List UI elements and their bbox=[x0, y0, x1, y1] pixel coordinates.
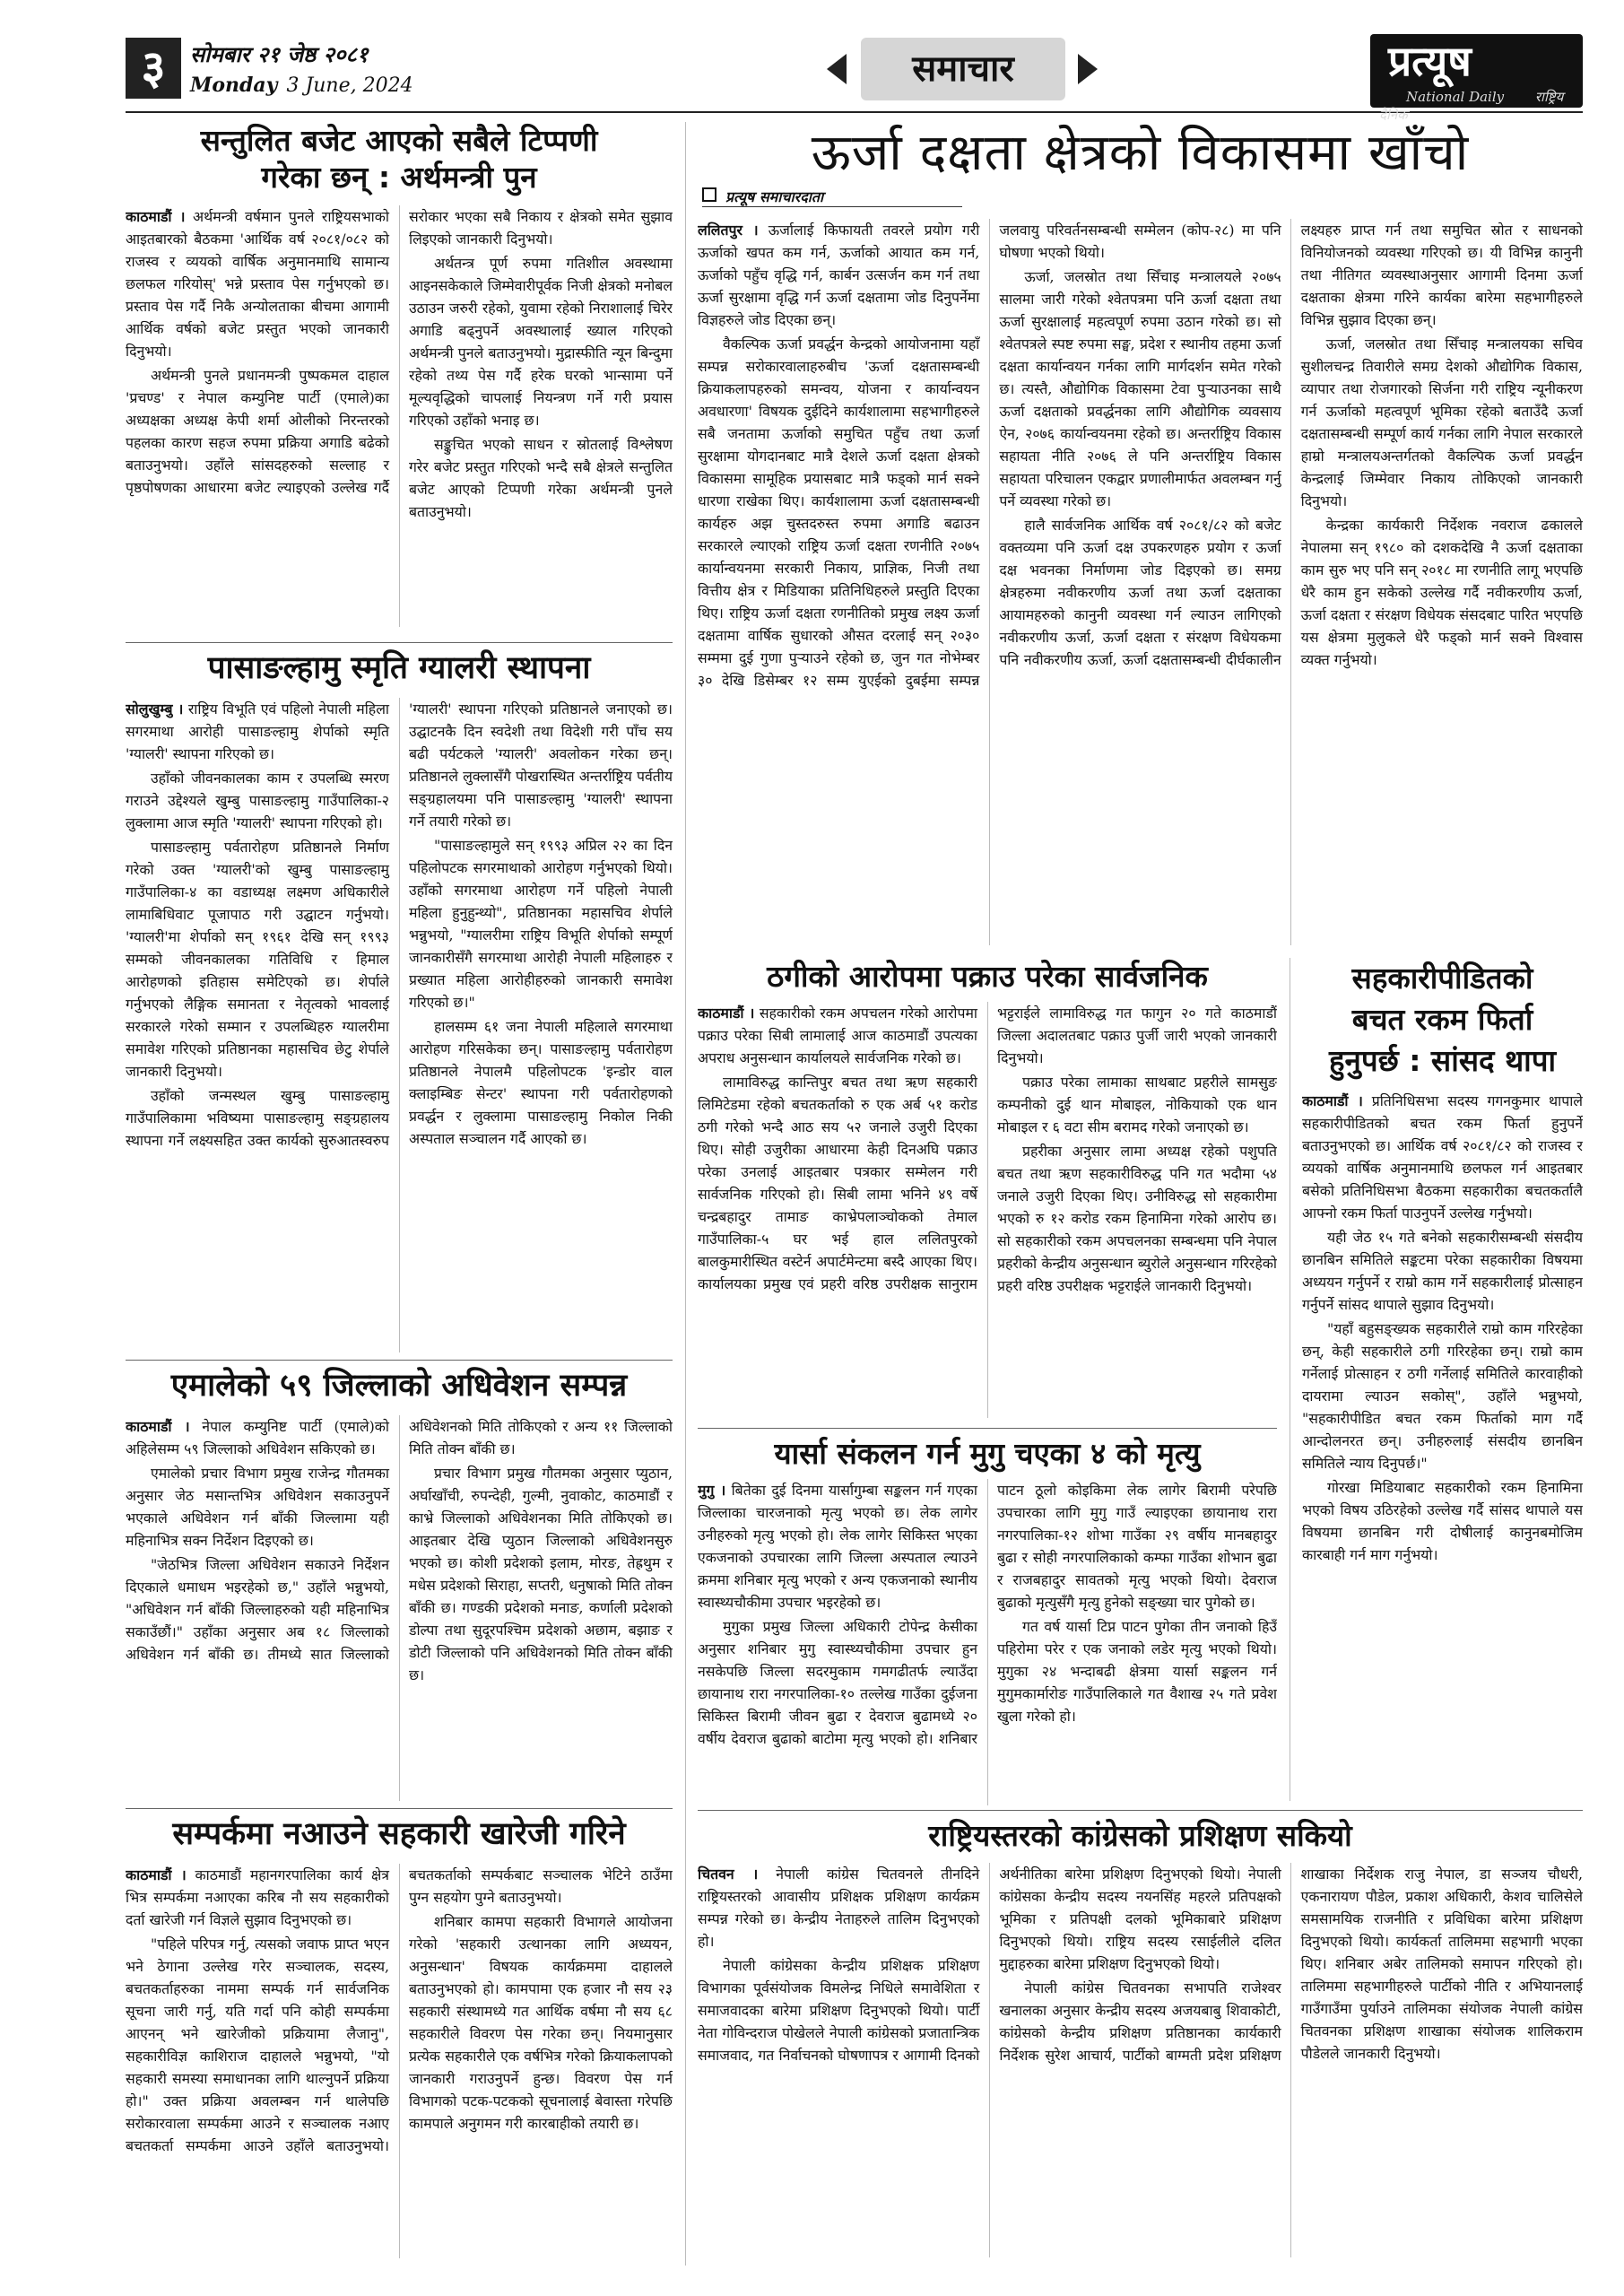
dateline: सोलुखुम्बु । bbox=[126, 700, 184, 718]
paragraph bbox=[698, 1479, 977, 1613]
headline-congress: राष्ट्रियस्तरको कांग्रेसको प्रशिक्षण सकियो bbox=[928, 1818, 1352, 1853]
logo-tagline bbox=[1379, 88, 1576, 124]
day-english: Monday bbox=[190, 74, 278, 97]
dateline: काठमाडौं । bbox=[1302, 1091, 1363, 1109]
paragraph: सङ्कुचित भएको साधन र स्रोतलाई विश्लेषण गरेर बजेट प्रस्तुत गरिएको भन्दै सबै क्षेत्रले सन्तुलित बजेट आएको टिप्पणी गरेका अर्थमन्त्री पुनले बताउनुभयो। bbox=[409, 435, 673, 520]
paragraph: हालै सार्वजनिक आर्थिक वर्ष २०८१/८२ को बजेट वक्तव्यमा पनि ऊर्जा दक्ष उपकरणहरु प्रयोग र ऊर्जा दक्ष भवनका निर्माणमा जोड दिइएको छ। समग्र क्षेत्रहरुमा नवीकरणीय ऊर्जा तथा ऊर्जा दक्षताका आयामहरुको कानुनी व्यवस्था गर्न ल्याउन लागिएको नवीकरणीय ऊर्जा, ऊर्जा दक्षता र संरक्षण विधेयकमा पनि नवीकरणीय ऊर्जा, ऊर्जा दक्षतासम्बन्धी दीर्घकालीन लक्ष्यहरु प्राप्त गर्न तथा समुचित स्रोत र साधनको विनियोजनको व्यवस्था गरिएको छ। यी विभिन्न कानुनी तथा नीतिगत व्यवस्थाअनुसार आगामी दिनमा ऊर्जा दक्षताका क्षेत्रमा गरिने कार्यका बारेमा सहभागीहरुले विभिन्न सुझाव दिएका छन्। bbox=[999, 222, 1583, 668]
dateline: ललितपुर । bbox=[698, 222, 759, 239]
dateline: काठमाडौं । bbox=[126, 1866, 187, 1883]
date-nepali: सोमबार २१ जेष्ठ २०८१ bbox=[190, 41, 369, 67]
byline-square-icon bbox=[702, 187, 716, 202]
paragraph bbox=[698, 219, 979, 331]
article-energy bbox=[698, 122, 1583, 951]
divider bbox=[126, 1808, 673, 1809]
paragraph: उहाँको जीवनकालका काम र उपलब्धि स्मरण गराउने उद्देश्यले खुम्बु पासाङल्हामु गाउँपालिका-२ लुक्लामा आज स्मृति 'ग्यालरी' स्थापना गरिएको हो। bbox=[126, 769, 389, 831]
headline-savings-line2: बचत रकम फिर्ता bbox=[1351, 1002, 1533, 1038]
paragraph-text: राष्ट्रिय विभूति एवं पहिलो नेपाली महिला सगरमाथा आरोही पासाङल्हामु शेर्पाको स्मृति 'ग्यालरी' स्थापना गरिएको छ। bbox=[126, 700, 389, 762]
paragraph: उहाँको जन्मस्थल खुम्बु पासाङल्हामु गाउँपालिकामा भविष्यमा पासाङल्हामु सङ्ग्रहालय स्थापना गर्ने लक्ष्यसहित उक्त कार्यको सुरुआतस्वरुप 'ग्यालरी' स्थापना गरिएको प्रतिष्ठानले जनाएको छ। उद्घाटनकै दिन स्वदेशी तथा विदेशी गरी पाँच सय बढी पर्यटकले 'ग्यालरी' अवलोकन गरेका छन्। प्रतिष्ठानले लुक्लासँगै पोखरास्थित अन्तर्राष्ट्रिय पर्वतीय सङ्ग्रहालयमा पनि पासाङल्हामु 'ग्यालरी' स्थापना गर्ने तयारी गरेको छ। bbox=[126, 700, 673, 1149]
headline-savings bbox=[1302, 958, 1583, 1083]
paragraph: गत वर्ष यार्सा टिप्न पाटन पुगेका तीन जनाको हिउँ पहिरोमा परेर र एक जनाको लडेर मृत्यु भएको थियो। मुगुका २४ भन्दाबढी क्षेत्रमा यार्सा सङ्कलन गर्न मुगुमकार्मारोङ गाउँपालिकाले गत वैशाख २५ गते प्रवेश खुला गरेको हो। bbox=[997, 1618, 1277, 1726]
paragraph-text: नेपाली कांग्रेस चितवनले तीनदिने राष्ट्रियस्तरको आवासीय प्रशिक्षक प्रशिक्षण कार्यक्रम सम्पन्न गरेको छ। केन्द्रीय नेताहरुले तालिम दिनुभएको हो। bbox=[698, 1866, 980, 1951]
headline-gallery: पासाङल्हामु स्मृति ग्यालरी स्थापना bbox=[207, 650, 591, 686]
paragraph: ऊर्जा, जलस्रोत तथा सिँचाइ मन्त्रालयले २०७५ सालमा जारी गरेको श्वेतपत्रमा पनि ऊर्जा दक्षता तथा ऊर्जा सुरक्षालाई महत्वपूर्ण रुपमा उठान गरेको छ। सो श्वेतपत्रले स्पष्ट रुपमा सङ्घ, प्रदेश र स्थानीय तहमा ऊर्जा दक्षता कार्यान्वयन गर्नका लागि मार्गदर्शन समेत गरेको छ। त्यस्तै, औद्योगिक विकासमा टेवा पुऱ्याउनका साथै ऊर्जा दक्षताको प्रवर्द्धनका लागि औद्योगिक व्यवसाय ऐन, २०७६ कार्यान्वयनमा रहेको छ। अन्तर्राष्ट्रिय विकास सहायता नीति २०७६ ले पनि अन्तर्राष्ट्रिय विकास सहायता परिचालन एकद्वार प्रणालीमार्फत अवलम्बन गर्नु पर्ने व्यवस्था गरेको छ। bbox=[999, 268, 1281, 509]
body-arrest bbox=[698, 1002, 1277, 1418]
divider bbox=[126, 642, 673, 643]
divider bbox=[698, 1810, 1583, 1811]
body-congress bbox=[698, 1863, 1583, 2257]
headline-yarsa: यार्सा संकलन गर्न मुगु चएका ४ को मृत्यु bbox=[774, 1436, 1201, 1471]
paragraph: गोरखा मिडियाबाट सहकारीको रकम हिनामिना भएको विषय उठिरहेको उल्लेख गर्दै सांसद थापाले यस विषयमा छानबिन गरी दोषीलाई कानुनबमोजिम कारबाही गर्न माग गर्नुभयो। bbox=[1302, 1478, 1583, 1563]
article-uml bbox=[126, 1367, 673, 1806]
divider bbox=[698, 1428, 1277, 1429]
logo-tag-np: राष्ट्रिय दैनिक bbox=[1379, 89, 1564, 123]
body-uml bbox=[126, 1415, 673, 1801]
newspaper-logo bbox=[1370, 34, 1583, 123]
paragraph bbox=[126, 1415, 389, 1460]
paragraph: प्रहरीका अनुसार लामा अध्यक्ष रहेको पशुपति बचत तथा ऋण सहकारीविरुद्ध पनि गत भदौमा ५४ जनाले उजुरी दिएका थिए। उनीविरुद्ध सो सहकारीमा भएको रु १२ करोड रकम हिनामिना गरेको आरोप छ। सो सहकारीको रकम अपचलनका सम्बन्धमा पनि नेपाल प्रहरीको केन्द्रीय अनुसन्धान ब्युरोले अनुसन्धान गरिरहेको प्रहरी वरिष्ठ उपरीक्षक भट्टराईले जानकारी दिनुभयो। bbox=[997, 1143, 1277, 1295]
paragraph bbox=[126, 205, 389, 362]
paragraph: अर्थमन्त्री पुनले प्रधानमन्त्री पुष्पकमल दाहाल 'प्रचण्ड' र नेपाल कम्युनिष्ट पार्टी (एमाले)का अध्यक्षका अध्यक्ष केपी शर्मा ओलीको निरन्तरको पहलका कारण सहज रुपमा प्रक्रिया अगाडि बढेको बताउनुभयो। उहाँले सांसदहरुको सल्लाह र पृष्ठपोषणका आधारमा बजेट ल्याइएको उल्लेख गर्दै सरोकार भएका सबै निकाय र क्षेत्रको समेत सुझाव लिइएको जानकारी दिनुभयो। bbox=[126, 207, 673, 496]
article-coop bbox=[126, 1815, 673, 2264]
headline-savings-line1: सहकारीपीडितको bbox=[1351, 961, 1533, 996]
headline-energy: ऊर्जा दक्षता क्षेत्रको विकासमा खाँचो bbox=[811, 124, 1470, 182]
date-english-text: 3 June, 2024 bbox=[286, 74, 413, 97]
paragraph: मुगुका प्रमुख जिल्ला अधिकारी टोपेन्द्र केसीका अनुसार शनिबार मुगु स्वास्थ्यचौकीमा उपचार हुन नसकेपछि जिल्ला सदरमुकाम गमगढीतर्फ ल्याउँदा छायानाथ रारा नगरपालिका-१० तल्लेख गाउँका दुईजना सिकिस्त बिरामी जीवन बुढा र देवराज बुढामध्ये २० वर्षीय देवराज बुढाको बाटोमा मृत्यु भएको हो। शनिबार पाटन ठूलो कोइकिमा लेक लागेर बिरामी परेपछि उपचारका लागि मुगु गाउँ ल्याइएका छायानाथ रारा नगरपालिका-१२ शोभा गाउँका २९ वर्षीय मानबहादुर बुढा र सोही नगरपालिकाको कम्फा गाउँका शोभान बुढा र राजबहादुर सावतको मृत्यु भएको थियो। देवराज बुढाको मृत्युसँगै मृत्यु हुनेको सङ्ख्या चार पुगेको छ। bbox=[698, 1482, 1277, 1748]
article-savings bbox=[1302, 958, 1583, 1801]
headline-coop: सम्पर्कमा नआउने सहकारी खारेजी गरिने bbox=[172, 1816, 626, 1852]
article-budget bbox=[126, 122, 673, 640]
logo-name: प्रत्यूष bbox=[1388, 37, 1472, 85]
paragraph: नेपाली कांग्रेस चितवनका सभापति राजेश्वर खनालका अनुसार केन्द्रीय सदस्य अजयबाबु शिवाकोटी, कांग्रेसको केन्द्रीय प्रशिक्षण प्रतिष्ठानका कार्यकारी निर्देशक सुरेश आचार्य, पार्टीको बाग्मती प्रदेश प्रशिक्षण शाखाका निर्देशक राजु नेपाल, डा सञ्जय चौधरी, एकनारायण पौडेल, प्रकाश अधिकारी, केशव चालिसेले समसामयिक राजनीति र प्रविधिका बारेमा प्रशिक्षण दिनुभएको थियो। कार्यकर्ता तालिममा सहभागी भएका थिए। शनिबार अबेर तालिमको समापन गरिएको हो। तालिममा सहभागीहरुले पार्टीको नीति र अभियानलाई गाउँगाउँमा पुर्याउने तालिमका संयोजक नेपाली कांग्रेस चितवनका प्रशिक्षण शाखाका संयोजक शालिकराम पौडेलले जानकारी दिनुभयो। bbox=[999, 1866, 1583, 2065]
body-budget bbox=[126, 205, 673, 627]
headline-savings-line3: हुनुपर्छ : सांसद थापा bbox=[1329, 1043, 1556, 1079]
arrow-left-icon bbox=[827, 54, 847, 84]
paragraph: "यहाँ बहुसङ्ख्यक सहकारीले राम्रो काम गरिरहेका छन्, केही सहकारीले ठगी गरिरहेका छन्। राम्रो काम गर्नेलाई प्रोत्साहन र ठगी गर्नेलाई समितिले कारवाहीको दायरामा ल्याउन सकोस्", उहाँले भन्नुभयो, "सहकारीपीडित बचत रकम फिर्ताको माग गर्दै आन्दोलनरत छन्। उनीहरुलाई संसदीय छानबिन समितिले न्याय दिनुपर्छ।" bbox=[1302, 1319, 1583, 1472]
paragraph-text: नेपाल कम्युनिष्ट पार्टी (एमाले)को अहिलेसम्म ५९ जिल्लाको अधिवेशन सकिएको छ। bbox=[126, 1417, 389, 1457]
dateline: चितवन । bbox=[698, 1866, 759, 1883]
paragraph: पासाङल्हामु पर्वतारोहण प्रतिष्ठानले निर्माण गरेको उक्त 'ग्यालरी'को खुम्बु पासाङल्हामु गाउँपालिका-४ का वडाध्यक्ष लक्ष्मण अधिकारीले लामाबिधिवाट पूजापाठ गरी उद्घाटन गर्नुभयो। 'ग्यालरी'मा शेर्पाको सन् १९६१ देखि सन् १९९३ सम्मको जीवनकालका गतिविधि र हिमाल आरोहणको इतिहास समेटिएको छ। शेर्पाले गर्नुभएको लैङ्गिक समानता र नेतृत्वको भावलाई सरकारले गरेको सम्मान र उपलब्धिहरु ग्यालरीमा समावेश गरिएको प्रतिष्ठानका महासचिव छेटु शेर्पाले जानकारी दिनुभयो। bbox=[126, 838, 389, 1080]
headline-budget-line2: गरेका छन् : अर्थमन्त्री पुन bbox=[261, 160, 537, 196]
body-energy bbox=[698, 219, 1583, 945]
article-gallery bbox=[126, 649, 673, 1358]
body-yarsa bbox=[698, 1479, 1277, 1805]
body-gallery bbox=[126, 698, 673, 1352]
arrow-right-icon bbox=[1078, 54, 1098, 84]
paragraph: "पहिले परिपत्र गर्नु, त्यसको जवाफ प्राप्त भएन भने ठेगाना उल्लेख गरेर सञ्चालक, सदस्य, बचतकर्ताहरुका नाममा सम्पर्क गर्न सार्वजनिक सूचना जारी गर्नु, यति गर्दा पनि कोही सम्पर्कमा आएनन् भने खारेजीको प्रक्रियामा लैजानु", सहकारीविज्ञ काशिराज दाहालले भन्नुभयो, "यो सहकारी समस्या समाधानका लागि थाल्नुपर्ने प्रक्रिया हो।" उक्त प्रक्रिया अवलम्बन गर्न थालेपछि सरोकारवाला सम्पर्कमा आउने र सञ्चालक नआए बचतकर्ता सम्पर्कमा आउने उहाँले बताउनुभयो। बचतकर्ताको सम्पर्कबाट सञ्चालक भेटिने ठाउँमा पुग्न सहयोग पुग्ने बताउनुभयो। bbox=[126, 1866, 673, 2154]
byline bbox=[702, 187, 962, 207]
section-label: समाचार bbox=[861, 38, 1065, 100]
headline-budget-line1: सन्तुलित बजेट आएको सबैले टिप्पणी bbox=[200, 123, 598, 158]
paragraph: केन्द्रका कार्यकारी निर्देशक नवराज ढकालले नेपालमा सन् १९८० को दशकदेखि नै ऊर्जा दक्षताका काम सुरु भए पनि सन् २०१८ मा रणनीति लागू भएपछि धेरै काम हुन सकेको उल्लेख गर्दै नवीकरणीय ऊर्जा, ऊर्जा दक्षता र संरक्षण विधेयक संसदबाट पारित भएपछि यस क्षेत्रमा मुलुकले धेरै फड्को मार्न सक्ने विश्वास व्यक्त गर्नुभयो। bbox=[1300, 517, 1583, 668]
masthead bbox=[126, 34, 1583, 123]
dateline: काठमाडौं । bbox=[698, 1004, 755, 1022]
paragraph-text: प्रतिनिधिसभा सदस्य गगनकुमार थापाले सहकारीपीडितको बचत रकम फिर्ता हुनुपर्ने बताउनुभएको छ। आर्थिक वर्ष २०८१/८२ को राजस्व र व्ययको वार्षिक अनुमानमाथि छलफल गर्न आइतबार बसेको प्रतिनिधिसभा बैठकमा सहकारीका बचतकर्तालै आफ्नो रकम फिर्ता पाउनुपर्ने उल्लेख गर्नुभयो। bbox=[1302, 1091, 1583, 1222]
paragraph: नेपाली कांग्रेसका केन्द्रीय प्रशिक्षक प्रशिक्षण विभागका पूर्वसंयोजक विमलेन्द्र निधिले समावेशिता र समाजवादका बारेमा प्रशिक्षण दिनुभएको थियो। पार्टी नेता गोविन्दराज पोखेलले नेपाली कांग्रेसको प्रजातान्त्रिक समाजवाद, गत निर्वाचनको घोषणापत्र र आगामी दिनको अर्थनीतिका बारेमा प्रशिक्षण दिनुभएको थियो। नेपाली कांग्रेसका केन्द्रीय सदस्य नयनसिंह महरले प्रतिपक्षको भूमिका र प्रतिपक्षी दलको भूमिकाबारे प्रशिक्षण दिनुभएको थियो। राष्ट्रिय सदस्य रसाईलीले दलित मुद्दाहरुका बारेमा प्रशिक्षण दिनुभएको थियो। bbox=[698, 1866, 1281, 2065]
paragraph bbox=[126, 1864, 389, 1931]
headline-budget bbox=[126, 122, 673, 196]
article-congress bbox=[698, 1817, 1583, 2266]
dateline: मुगु । bbox=[698, 1482, 726, 1500]
article-arrest bbox=[698, 958, 1277, 1424]
paragraph: शनिबार कामपा सहकारी विभागले आयोजना गरेको 'सहकारी उत्थानका लागि अध्ययन, अनुसन्धान' विषयक कार्यक्रममा दाहालले बताउनुभएको हो। कामपामा एक हजार नौ सय २३ सहकारी संस्थामध्ये गत आर्थिक वर्षमा नौ सय ६८ सहकारीले विवरण पेस गरेका छन्। नियमानुसार प्रत्येक सहकारीले एक वर्षभित्र गरेको क्रियाकलापको जानकारी गराउनुपर्ने हुन्छ। विवरण पेस गर्न विभागको पटक-पटकको सूचनालाई बेवास्ता गरेपछि कामपाले अनुगमन गरी कारबाहीको तयारी छ। bbox=[409, 1912, 673, 2132]
paragraph-text: काठमाडौं महानगरपालिका कार्य क्षेत्र भित्र सम्पर्कमा नआएका करिब नौ सय सहकारीको दर्ता खारेजी गर्न विज्ञले सुझाव दिनुभएको छ। bbox=[126, 1866, 389, 1928]
paragraph bbox=[126, 698, 389, 765]
article-yarsa bbox=[698, 1435, 1277, 1812]
date-english bbox=[190, 74, 486, 97]
paragraph: एमालेको प्रचार विभाग प्रमुख राजेन्द्र गौतमका अनुसार जेठ मसान्तभित्र अधिवेशन सकाउनुपर्ने भएकाले अधिवेशन गर्न बाँकी जिल्लामा यही महिनाभित्र सक्न निर्देशन दिइएको छ। bbox=[126, 1464, 389, 1549]
paragraph bbox=[698, 1002, 977, 1069]
body-savings bbox=[1302, 1090, 1583, 1566]
paragraph-text: सहकारीको रकम अपचलन गरेको आरोपमा पक्राउ परेका सिबी लामालाई आज काठमाडौं उपत्यका अपराध अनुसन्धान कार्यालयले सार्वजनिक गरेको छ। bbox=[698, 1004, 978, 1067]
dateline: काठमाडौं । bbox=[126, 1417, 190, 1435]
page-number: ३ bbox=[126, 38, 181, 99]
paragraph-text: बितेका दुई दिनमा यार्सागुम्बा सङ्कलन गर्न गएका जिल्लाका चारजनाको मृत्यु भएको छ। लेक लागेर उनीहरुको मृत्यु भएको हो। लेक लागेर सिकिस्त भएका एकजनाको उपचारका लागि जिल्ला अस्पताल ल्याउने क्रममा शनिबार मृत्यु भएको र अन्य एकजनाको स्थानीय स्वास्थ्यचौकीमा उपचार भइरहेको छ। bbox=[698, 1482, 978, 1612]
body-coop bbox=[126, 1864, 673, 2258]
column-divider bbox=[685, 122, 686, 2266]
logo-tag-en: National Daily bbox=[1406, 89, 1505, 105]
paragraph bbox=[698, 1863, 979, 1952]
paragraph: हालसम्म ६१ जना नेपाली महिलाले सगरमाथा आरोहण गरिसकेका छन्। पासाङल्हामु पर्वतारोहण प्रतिष्ठानले नेपालमै पहिलोपटक 'इन्डोर वाल क्लाइम्बिङ सेन्टर' स्थापना गरी पर्वतारोहणको प्रवर्द्धन र लुक्लामा पासाङल्हामु निकोल निकी अस्पताल सञ्चालन गर्दै आएको छ। bbox=[409, 1017, 673, 1147]
paragraph: ऊर्जा, जलस्रोत तथा सिँचाइ मन्त्रालयका सचिव सुशीलचन्द्र तिवारीले समग्र देशको औद्योगिक विकास, व्यापार तथा रोजगारको सिर्जना गरी राष्ट्रिय न्यूनीकरण गर्न ऊर्जाको महत्वपूर्ण भूमिका रहेको बताउँदै ऊर्जा दक्षतासम्बन्धी सम्पूर्ण कार्य गर्नका लागि नेपाल सरकारले हाम्रो मन्त्रालयअन्तर्गतको वैकल्पिक ऊर्जा प्रवर्द्धन केन्द्रलाई जिम्मेवार निकाय तोकिएको जानकारी दिनुभयो। bbox=[1300, 335, 1583, 509]
headline-arrest: ठगीको आरोपमा पक्राउ परेका सार्वजनिक bbox=[767, 959, 1208, 994]
paragraph-text: अर्थमन्त्री वर्षमान पुनले राष्ट्रियसभाको आइतबारको बैठकमा 'आर्थिक वर्ष २०८१/०८२ को राजस्व र व्ययको वार्षिक अनुमानमाथि सामान्य छलफल गरियोस्' भन्ने प्रस्ताव पेस गर्नुभएको छ। प्रस्ताव पेस गर्दै निकै अन्योलताका बीचमा आगामी आर्थिक वर्षको बजेट प्रस्तुत भएको जानकारी दिनुभयो। bbox=[126, 207, 389, 360]
paragraph: पक्राउ परेका लामाका साथबाट प्रहरीले सामसुङ कम्पनीको दुई थान मोबाइल, नोकियाको एक थान मोबाइल र ६ वटा सीम बरामद गरेको जनाएको छ। bbox=[997, 1074, 1277, 1136]
paragraph: "पासाङल्हामुले सन् १९९३ अप्रिल २२ का दिन पहिलोपटक सगरमाथाको आरोहण गर्नुभएको थियो। उहाँको सगरमाथा आरोहण गर्ने पहिलो नेपाली महिला हुनुहुन्थ्यो", प्रतिष्ठानका महासचिव शेर्पाले भन्नुभयो, "ग्यालरीमा राष्ट्रिय विभूति शेर्पाको सम्पूर्ण जानकारीसँगै सगरमाथा आरोही नेपाली महिलाहरु र प्रख्यात महिला आरोहीहरुको जानकारी समावेश गरिएको छ।" bbox=[409, 836, 673, 1011]
paragraph: "जेठभित्र जिल्ला अधिवेशन सकाउने निर्देशन दिएकाले धमाधम भइरहेको छ," उहाँले भन्नुभयो, "अधिवेशन गर्न बाँकी जिल्लाहरुको यही महिनाभित्र सकाउँछौं।" उहाँका अनुसार अब १८ जिल्लाको अधिवेशन गर्न बाँकी छ। तीमध्ये सात जिल्लाको अधिवेशनको मिति तोकिएको र अन्य ११ जिल्लाको मिति तोक्न बाँकी छ। bbox=[126, 1417, 673, 1663]
divider bbox=[126, 1360, 673, 1361]
paragraph: प्रचार विभाग प्रमुख गौतमका अनुसार प्युठान, अर्घाखाँची, रुपन्देही, गुल्मी, नुवाकोट, काठमाडौं र काभ्रे जिल्लाको अधिवेशनका मिति तोकिएको छ। आइतबार देखि प्युठान जिल्लाको अधिवेशनसुरु भएको छ। कोशी प्रदेशको इलाम, मोरङ, तेह्रथुम र मधेस प्रदेशको सिराहा, सप्तरी, धनुषाको मिति तोक्न बाँकी छ। गण्डकी प्रदेशको मनाङ, कर्णाली प्रदेशको डोल्पा तथा सुदूरपश्चिम प्रदेशको अछाम, बझाङ र डोटी जिल्लाको पनि अधिवेशनको मिति तोक्न बाँकी छ। bbox=[409, 1464, 673, 1683]
dateline: काठमाडौं । bbox=[126, 207, 186, 225]
paragraph: अर्थतन्त्र पूर्ण रुपमा गतिशील अवस्थामा आइनसकेकाले जिम्मेवारीपूर्वक निजी क्षेत्रको मनोबल उठाउन जरुरी रहेको, युवामा रहेको निराशालाई चिरेर अगाडि बढ्नुपर्ने अवस्थालाई ख्याल गरिएको अर्थमन्त्री पुनले बताउनुभयो। मुद्रास्फीति न्यून बिन्दुमा रहेको तथ्य पेस गर्दै हरेक घरको भान्सामा पर्ने मूल्यवृद्धिको चापलाई नियन्त्रण गर्ने गरी प्रयास गरिएको उहाँको भनाइ छ। bbox=[409, 254, 673, 429]
paragraph: वैकल्पिक ऊर्जा प्रवर्द्धन केन्द्रको आयोजनामा यहाँ सम्पन्न सरोकारवालाहरुबीच 'ऊर्जा दक्षतासम्बन्धी क्रियाकलापहरुको समन्वय, योजना र कार्यान्वयन अवधारणा' विषयक दुईदिने कार्यशालामा सहभागीहरुले सबै जनतामा ऊर्जाको समुचित पहुँच तथा ऊर्जा सुरक्षामा योगदानबाट मात्रै देशले ऊर्जा दक्षता क्षेत्रको विकासमा सामूहिक प्रयासबाट मात्रै फड्को मार्न सक्ने धारणा राखेका थिए। कार्यशालामा ऊर्जा दक्षतासम्बन्धी कार्यहरु अझ चुस्तदरुस्त रुपमा अगाडि बढाउन सरकारले ल्याएको राष्ट्रिय ऊर्जा दक्षता रणनीति २०७५ कार्यान्वयनमा सरकारी निकाय, प्राज्ञिक, निजी तथा वित्तीय क्षेत्र र मिडियाका प्रतिनिधिहरुले प्रस्तुति दिएका थिए। राष्ट्रिय ऊर्जा दक्षता रणनीतिको प्रमुख लक्ष्य ऊर्जा दक्षतामा वार्षिक सुधारको औसत दरलाई सन् २०३० सम्ममा दुई गुणा पुऱ्याउने रहेको छ, जुन गत नोभेम्बर ३० देखि डिसेम्बर १२ सम्म युएईको दुबईमा सम्पन्न जलवायु परिवर्तनसम्बन्धी सम्मेलन (कोप-२८) मा पनि घोषणा भएको थियो। bbox=[698, 222, 1281, 689]
paragraph: लामाविरुद्ध कान्तिपुर बचत तथा ऋण सहकारी लिमिटेडमा रहेको बचतकर्ताको रु एक अर्ब ५१ करोड ठगी गरेको भन्दै आठ सय ५२ जनाले उजुरी दिएका थिए। सोही उजुरीका आधारमा केही दिनअघि पक्राउ परेका उनलाई आइतबार पत्रकार सम्मेलन गरी सार्वजनिक गरिएको हो। सिबी लामा भनिने ४९ वर्षे चन्द्रबहादुर तामाङ काभ्रेपलाञ्चोकको तेमाल गाउँपालिका-५ घर भई हाल ललितपुरको बालकुमारीस्थित वस्टेर्न अपार्टमेन्टमा बस्दै आएका थिए। कार्यालयका प्रमुख एवं प्रहरी वरिष्ठ उपरीक्षक सानुराम भट्टराईले लामाविरुद्ध गत फागुन २० गते काठमाडौं जिल्ला अदालतबाट पक्राउ पुर्जी जारी भएको जानकारी दिनुभयो। bbox=[698, 1004, 1277, 1293]
headline-uml: एमालेको ५९ जिल्लाको अधिवेशन सम्पन्न bbox=[170, 1368, 628, 1404]
paragraph-text: ऊर्जालाई किफायती तवरले प्रयोग गरी ऊर्जाको खपत कम गर्न, ऊर्जाको आयात कम गर्न, ऊर्जाको पहुँच वृद्धि गर्न, कार्बन उत्सर्जन कम गर्न तथा ऊर्जा सुरक्षामा वृद्धि गर्न ऊर्जा दक्षतामा जोड दिनुपर्नेमा विज्ञहरुले जोड दिएका छन्। bbox=[698, 222, 980, 328]
paragraph: यही जेठ १५ गते बनेको सहकारीसम्बन्धी संसदीय छानबिन समितिले सङ्कटमा परेका सहकारीका विषयमा अध्ययन गर्नुपर्ने र राम्रो काम गर्ने सहकारीलाई प्रोत्साहन गर्नुपर्ने सांसद थापाले सुझाव दिनुभयो। bbox=[1302, 1228, 1583, 1313]
paragraph bbox=[1302, 1090, 1583, 1224]
byline-text: प्रत्यूष समाचारदाता bbox=[725, 188, 824, 205]
